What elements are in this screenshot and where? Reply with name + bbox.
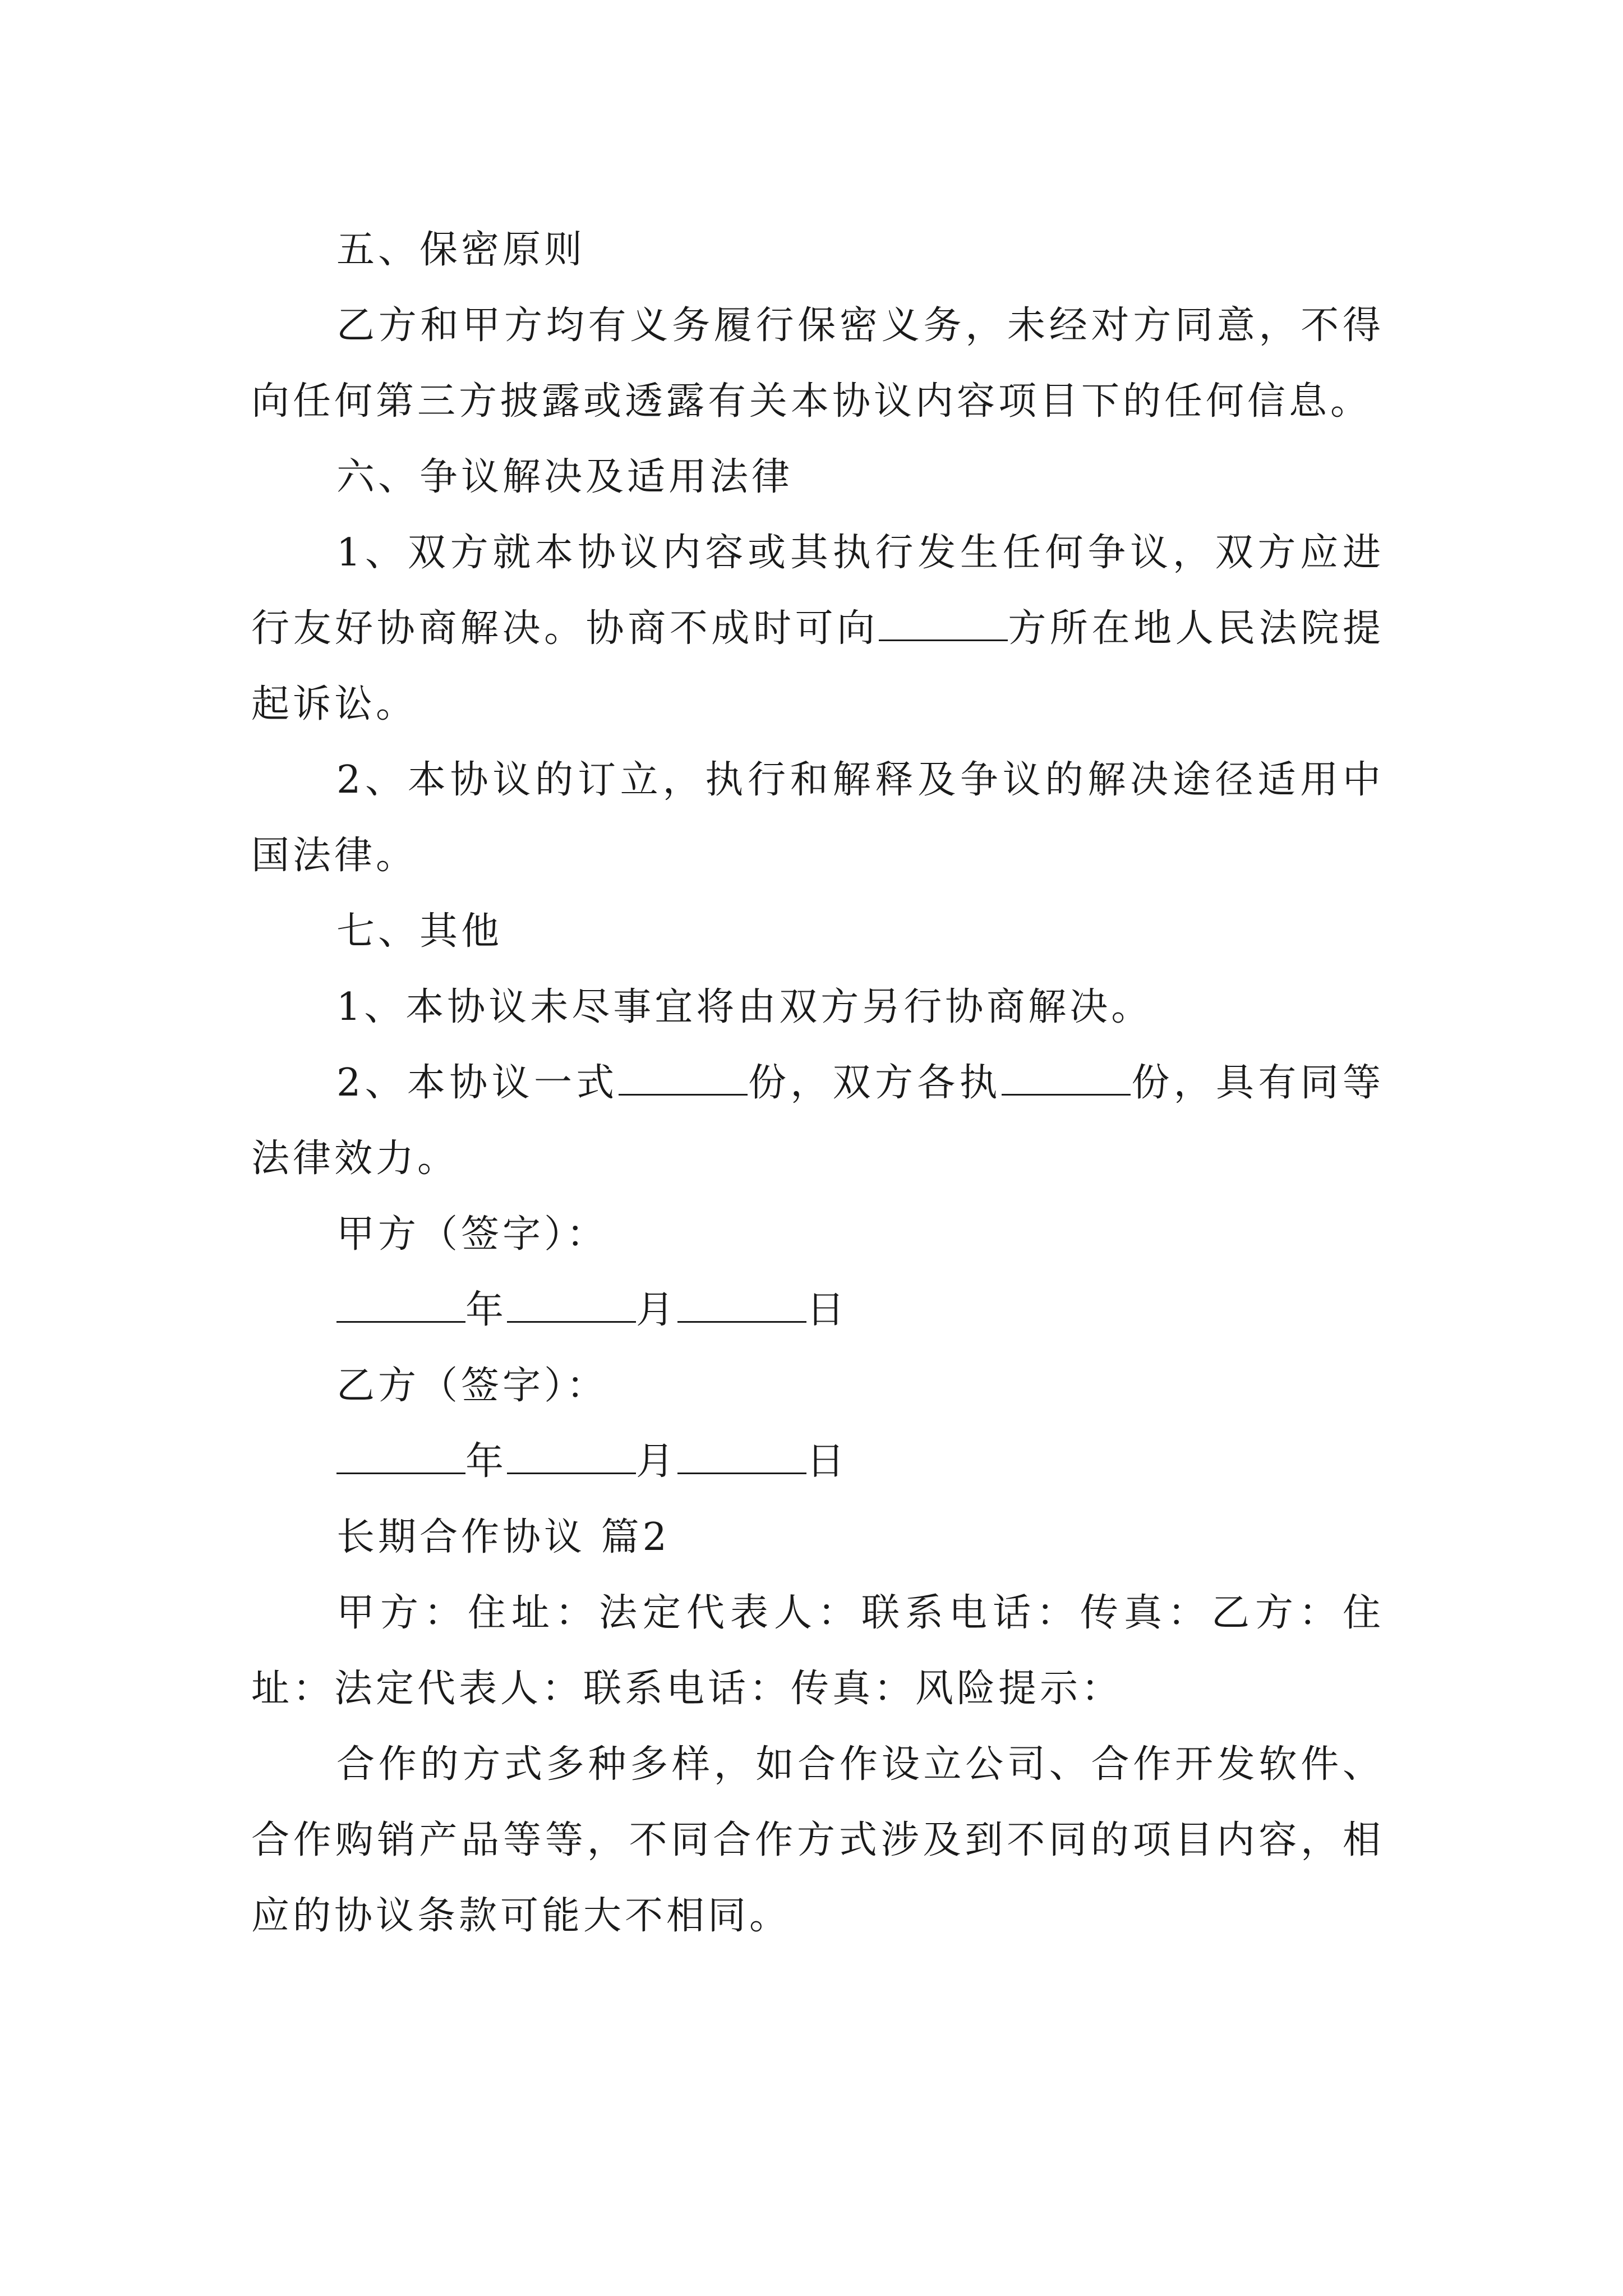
- day-label: 日: [806, 1288, 849, 1332]
- month-label: 月: [636, 1439, 678, 1484]
- copies-each-blank: [1002, 1062, 1131, 1096]
- section7-item2-text-c: 份，具有同等法律效力。: [251, 1061, 1384, 1181]
- party-a-signature-label: 甲方（签字）：: [336, 1212, 608, 1257]
- section7-item2: [251, 1045, 1384, 1197]
- part2-risk-note: 合作的方式多种多样，如合作设立公司、合作开发软件、合作购销产品等等，不同合作方式涉及到不同的项目内容，相应的协议条款可能大不相同。: [251, 1742, 1384, 1938]
- part2-parties: 甲方：住址：法定代表人：联系电话：传真：乙方：住址：法定代表人：联系电话：传真：风险提示：: [251, 1591, 1384, 1711]
- section7-item1: 1、本协议未尽事宜将由双方另行协商解决。: [336, 985, 1153, 1029]
- court-party-blank: [879, 608, 1008, 641]
- section6-item1-text-a: 1、双方就本协议内容或其执行发生任何争议，双方应进行友好协商解决。协商不成时可向: [251, 531, 1384, 651]
- month-blank: [507, 1290, 636, 1323]
- section6-item1: [251, 515, 1384, 742]
- party-b-date-line: [251, 1424, 1384, 1499]
- document-body: [251, 212, 1384, 1954]
- section7-item2-text-a: 2、本协议一式: [336, 1061, 619, 1105]
- year-label: 年: [465, 1288, 508, 1332]
- year-label: 年: [465, 1439, 508, 1484]
- day-blank: [677, 1290, 806, 1323]
- month-blank: [507, 1441, 636, 1474]
- section6-item1-text-b: 方所在地人民法院提起诉讼。: [251, 606, 1384, 726]
- copies-total-blank: [619, 1062, 748, 1096]
- month-label: 月: [636, 1288, 678, 1332]
- section7-heading: 七、其他: [336, 909, 503, 954]
- year-blank: [336, 1290, 465, 1323]
- day-label: 日: [806, 1439, 849, 1484]
- year-blank: [336, 1441, 465, 1474]
- section7-item2-text-b: 份，双方各执: [747, 1061, 1002, 1105]
- part2-title: 长期合作协议 篇2: [336, 1515, 670, 1559]
- section5-heading: 五、保密原则: [336, 228, 586, 272]
- section6-item2: 2、本协议的订立，执行和解释及争议的解决途径适用中国法律。: [251, 758, 1384, 878]
- day-blank: [677, 1441, 806, 1474]
- section6-heading: 六、争议解决及适用法律: [336, 455, 794, 499]
- party-a-date-line: [251, 1272, 1384, 1348]
- section5-body: 乙方和甲方均有义务履行保密义务，未经对方同意，不得向任何第三方披露或透露有关本协议内容项目下的任何信息。: [251, 303, 1384, 424]
- party-b-signature-label: 乙方（签字）：: [336, 1364, 608, 1408]
